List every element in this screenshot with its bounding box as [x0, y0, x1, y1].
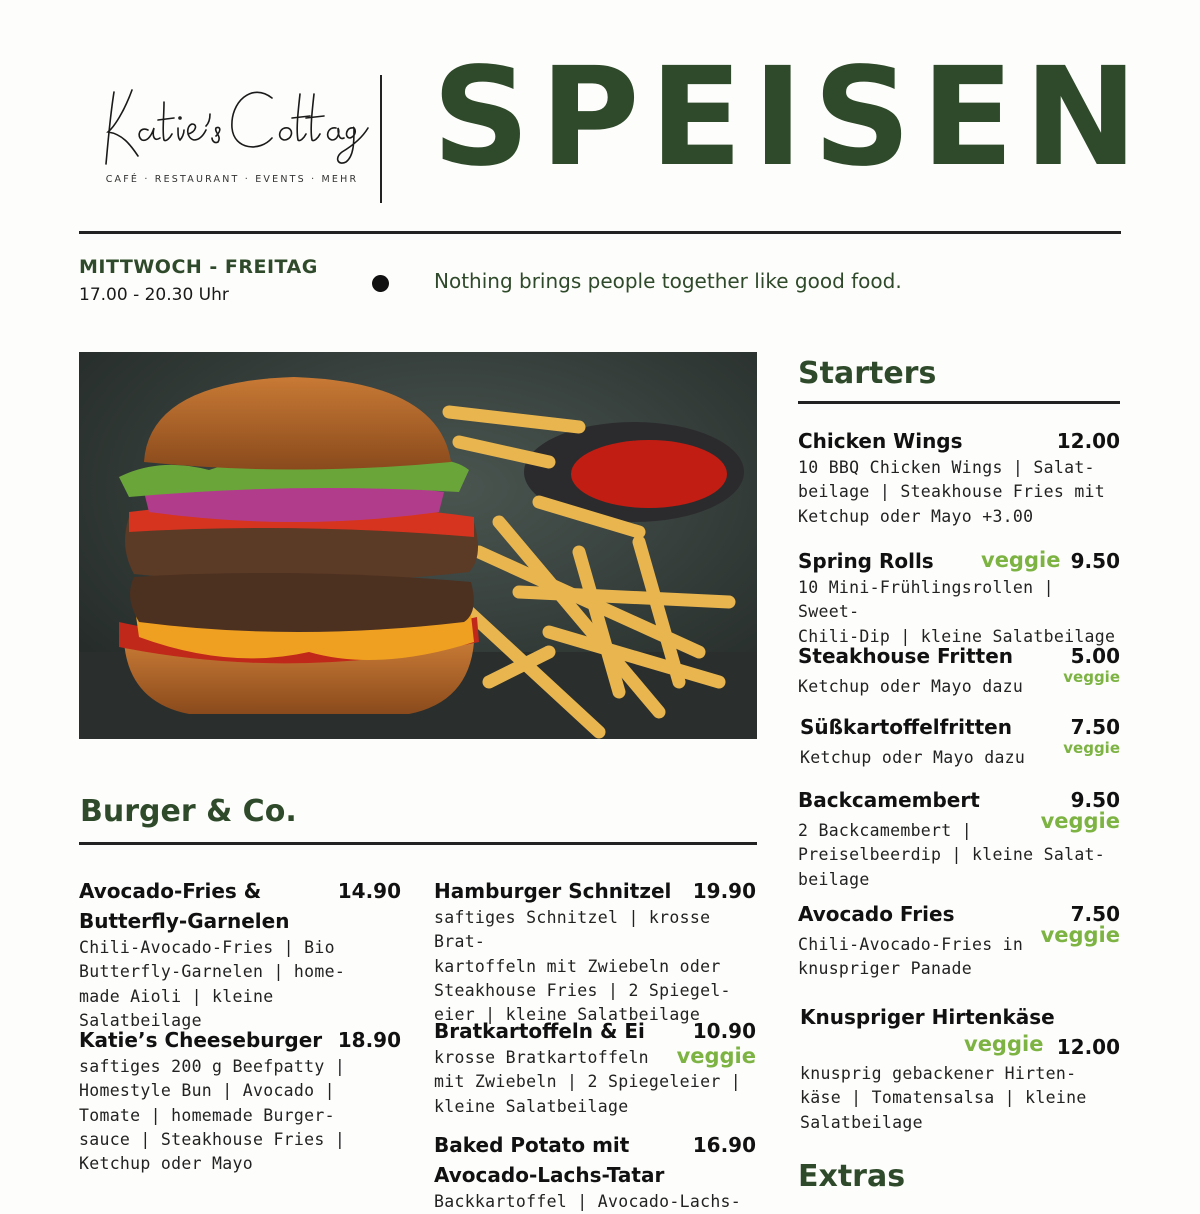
logo-tagline: CAFÉ · RESTAURANT · EVENTS · MEHR: [105, 174, 359, 185]
item-desc-line: 10 BBQ Chicken Wings | Salat-: [798, 458, 1095, 477]
item-name: Baked Potato mit: [434, 1133, 630, 1157]
item-desc-line: beilage: [798, 869, 870, 889]
veggie-badge: veggie: [1040, 923, 1120, 947]
item-desc-line: beilage | Steakhouse Fries mit: [798, 482, 1106, 502]
tagline: Nothing brings people together like good food.: [434, 269, 902, 293]
item-price: 10.90: [692, 1019, 756, 1043]
item-desc-line: Ketchup oder Mayo dazu: [798, 677, 1024, 696]
item-desc-line: Chili-Avocado-Fries in: [798, 935, 1024, 954]
menu-item-backcamembert: [798, 785, 1120, 892]
item-name: Steakhouse Fritten: [798, 644, 1013, 668]
item-price: 14.90: [337, 879, 401, 903]
item-price: 12.00: [1056, 429, 1120, 453]
header-rule: [79, 231, 1121, 234]
item-desc-line: saftiges Schnitzel | krosse Brat-: [434, 908, 711, 952]
item-desc-line: made Aioli | kleine Salatbeilage: [79, 986, 274, 1030]
menu-item-baked-potato: [434, 1130, 756, 1211]
item-name: Spring Rolls: [798, 549, 934, 573]
burger-image: [79, 352, 757, 739]
veggie-badge: veggie: [1063, 668, 1120, 686]
starters-rule: [798, 401, 1120, 404]
item-desc-line: Ketchup oder Mayo +3.00: [798, 506, 1034, 526]
item-name: Knuspriger Hirtenkäse: [800, 1005, 1055, 1029]
menu-item-suesskartoffelfritten: [800, 712, 1120, 770]
logo-divider: [380, 75, 382, 203]
veggie-badge: veggie: [1063, 739, 1120, 757]
menu-item-cheeseburger: [79, 1025, 401, 1176]
logo-script-graphic: [92, 72, 372, 172]
item-price: 19.90: [692, 879, 756, 903]
item-desc-line: Ketchup oder Mayo: [79, 1154, 253, 1174]
menu-item-hamburger-schnitzel: [434, 876, 756, 1027]
item-price: 16.90: [692, 1133, 756, 1157]
item-desc-line: knusprig gebackener Hirten-: [800, 1064, 1077, 1083]
item-desc-line: Butterfly-Garnelen | home-: [79, 962, 346, 982]
burger-photo: [79, 352, 757, 739]
item-desc-line: Ketchup oder Mayo dazu: [800, 748, 1026, 767]
item-desc-line: eier | kleine Salatbeilage: [434, 1005, 701, 1025]
opening-days: MITTWOCH - FREITAG: [79, 256, 318, 278]
item-price: 12.00: [1056, 1035, 1120, 1059]
item-desc-line: 2 Backcamembert |: [798, 821, 972, 840]
veggie-badge: veggie: [964, 1032, 1044, 1056]
item-name: Butterfly-Garnelen: [79, 909, 290, 933]
menu-item-steakhouse-fritten: [798, 641, 1120, 699]
item-desc-line: Tomate | homemade Burger-: [79, 1105, 335, 1125]
menu-item-avocado-fries-garnelen: [79, 876, 401, 1033]
section-title-burger: Burger & Co.: [80, 794, 297, 829]
logo: [92, 72, 372, 172]
item-name: Avocado-Fries &: [79, 879, 262, 903]
menu-item-knuspriger-hirtenkaese: [800, 1002, 1120, 1135]
page-title: SPEISEN: [432, 39, 1148, 197]
item-price: 18.90: [337, 1028, 401, 1052]
item-price: 9.50: [1070, 549, 1120, 573]
item-desc-line: knuspriger Panade: [798, 959, 972, 979]
item-desc-line: Steakhouse Fries | 2 Spiegel-: [434, 980, 731, 1000]
veggie-badge: veggie: [981, 548, 1061, 572]
section-title-extras: Extras: [798, 1159, 906, 1194]
item-name: Avocado-Lachs-Tatar: [434, 1163, 665, 1187]
item-desc-line: käse | Tomatensalsa | kleine: [800, 1088, 1087, 1108]
item-desc-line: Homestyle Bun | Avocado |: [79, 1081, 335, 1101]
section-title-starters: Starters: [798, 356, 937, 391]
item-price: 7.50: [1070, 902, 1120, 926]
item-name: Katie’s Cheeseburger: [79, 1028, 323, 1052]
veggie-badge: veggie: [1040, 809, 1120, 833]
item-desc-line: Chili-Avocado-Fries | Bio: [79, 938, 335, 957]
bullet-dot: [372, 275, 389, 292]
menu-item-chicken-wings: [798, 426, 1120, 529]
item-price: 5.00: [1070, 644, 1120, 668]
item-desc-line: krosse Bratkartoffeln: [434, 1048, 649, 1067]
menu-item-avocado-fries: [798, 899, 1120, 982]
veggie-badge: veggie: [676, 1044, 756, 1068]
burger-rule: [79, 842, 757, 845]
item-name: Süßkartoffelfritten: [800, 715, 1012, 739]
item-name: Chicken Wings: [798, 429, 963, 453]
item-desc-line: sauce | Steakhouse Fries |: [79, 1129, 346, 1149]
item-desc-line: Preiselbeerdip | kleine Salat-: [798, 845, 1106, 865]
menu-item-spring-rolls: [798, 546, 1120, 649]
menu-item-bratkartoffeln: [434, 1016, 756, 1119]
item-name: Avocado Fries: [798, 902, 955, 926]
item-desc-line: Backkartoffel | Avocado-Lachs-: [434, 1192, 742, 1211]
item-name: Hamburger Schnitzel: [434, 879, 672, 903]
item-desc-line: kartoffeln mit Zwiebeln oder: [434, 956, 721, 976]
item-price: 9.50: [1070, 788, 1120, 812]
item-desc-line: saftiges 200 g Beefpatty |: [79, 1057, 346, 1076]
item-price: 7.50: [1070, 715, 1120, 739]
item-desc-line: mit Zwiebeln | 2 Spiegeleier |: [434, 1072, 742, 1092]
item-name: Backcamembert: [798, 788, 980, 812]
item-name: Bratkartoffeln & Ei: [434, 1019, 645, 1043]
opening-hours: 17.00 - 20.30 Uhr: [79, 285, 229, 305]
item-desc-line: kleine Salatbeilage: [434, 1096, 629, 1116]
item-desc-line: Chili-Dip | kleine Salatbeilage: [798, 626, 1116, 646]
item-desc-line: 10 Mini-Frühlingsrollen | Sweet-: [798, 578, 1054, 622]
item-desc-line: Salatbeilage: [800, 1112, 923, 1132]
